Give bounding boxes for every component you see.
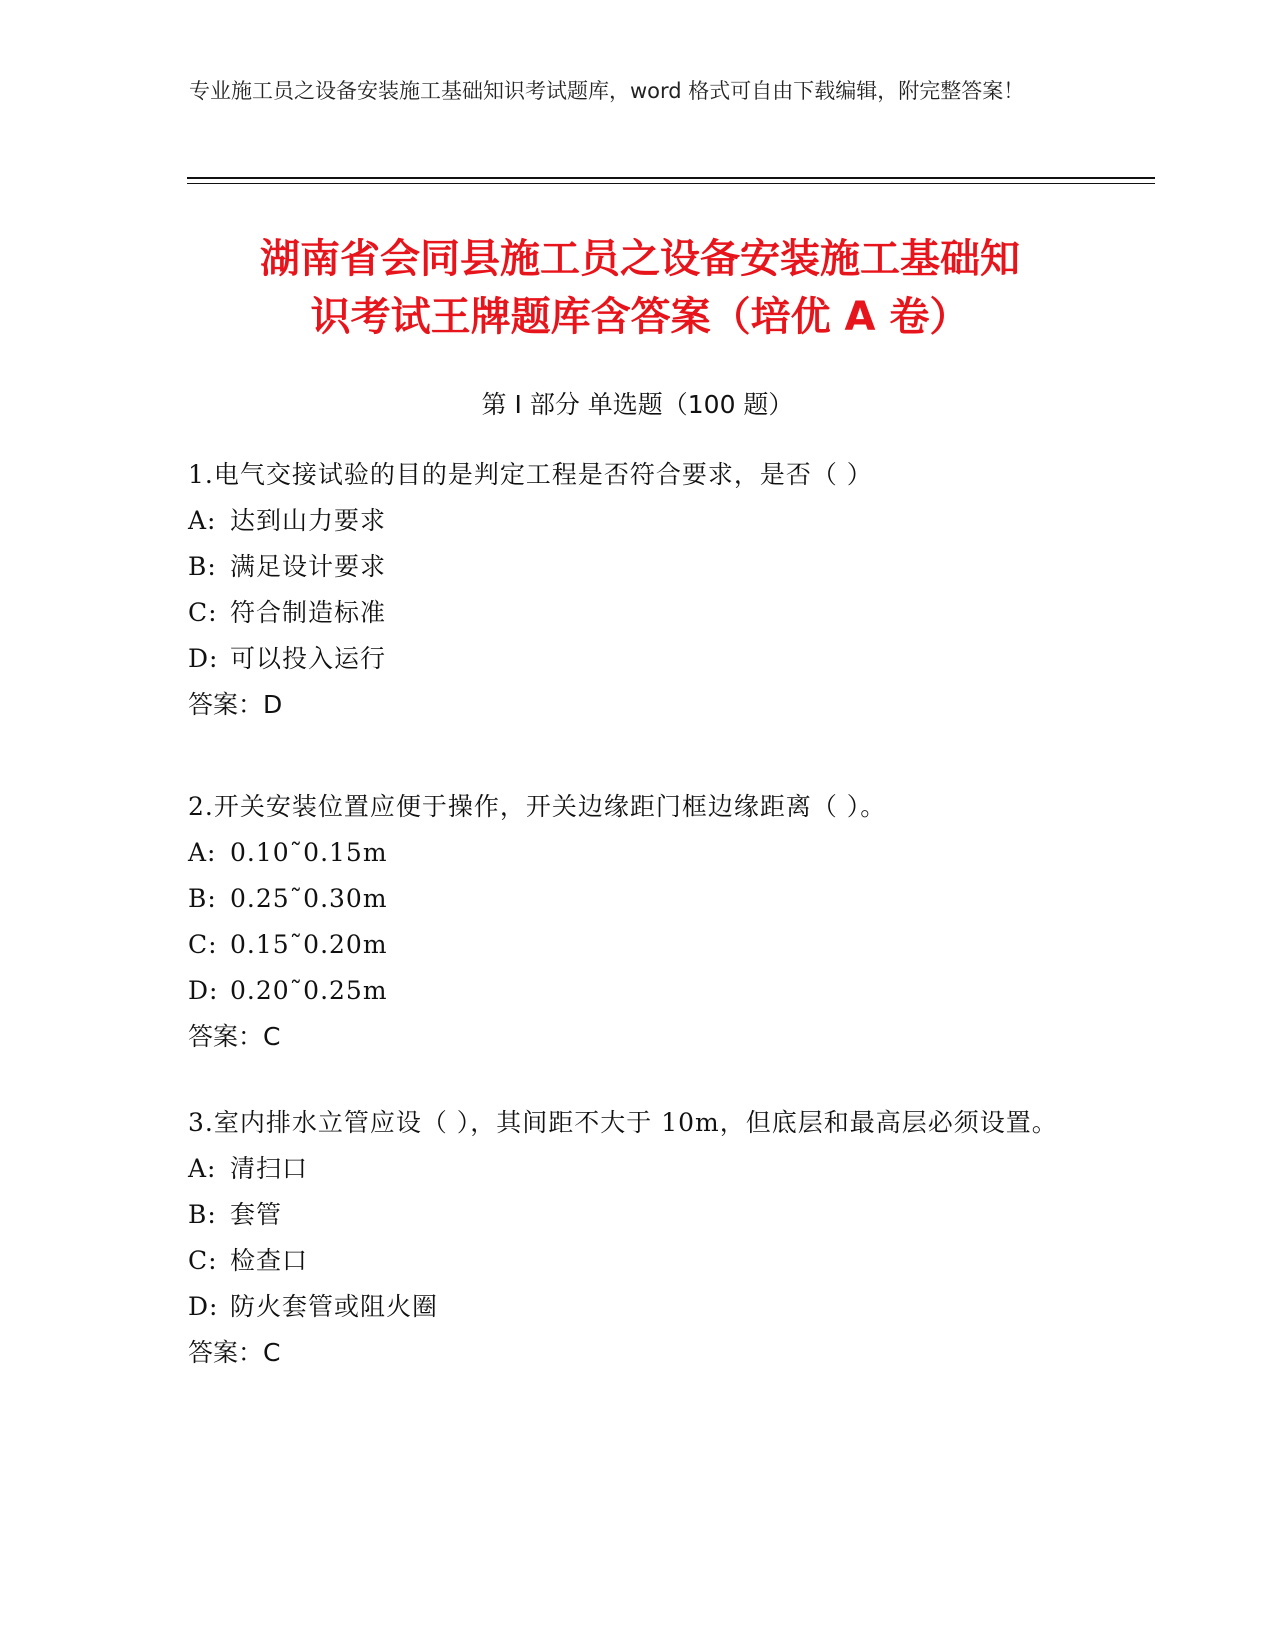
document-title: [180, 230, 1100, 346]
option-a: [188, 498, 1068, 544]
option-text: 清扫口: [230, 1154, 309, 1183]
option-text: 0.15˜0.20m: [230, 930, 388, 959]
question-stem: 2.开关安装位置应便于操作，开关边缘距门框边缘距离（ ）。: [188, 792, 887, 821]
header-note: 专业施工员之设备安装施工基础知识考试题库，word 格式可自由下载编辑，附完整答案！: [189, 79, 1025, 103]
option-c: [188, 590, 1068, 636]
option-key: B:: [188, 552, 217, 581]
option-text: 达到山力要求: [230, 506, 387, 535]
question-3: [188, 1100, 1068, 1376]
answer: 答案：D: [188, 690, 283, 719]
option-key: B:: [188, 884, 217, 913]
option-c: [188, 922, 1068, 968]
option-text: 0.20˜0.25m: [230, 976, 388, 1005]
option-c: [188, 1238, 1068, 1284]
option-d: [188, 968, 1068, 1014]
question-1: [188, 452, 1068, 728]
option-text: 防火套管或阻火圈: [230, 1292, 439, 1321]
option-key: D:: [188, 1292, 219, 1321]
option-text: 满足设计要求: [230, 552, 387, 581]
section-title: 第 I 部分 单选题（100 题）: [481, 390, 794, 419]
question-stem: 3.室内排水立管应设（ ），其间距不大于 10m，但底层和最高层必须设置。: [188, 1108, 1058, 1137]
option-b: [188, 544, 1068, 590]
option-a: [188, 830, 1068, 876]
header-divider-thick: [187, 177, 1155, 179]
option-text: 可以投入运行: [230, 644, 387, 673]
option-text: 0.25˜0.30m: [230, 884, 388, 913]
option-b: [188, 1192, 1068, 1238]
option-text: 检查口: [230, 1246, 309, 1275]
option-a: [188, 1146, 1068, 1192]
option-text: 0.10˜0.15m: [230, 838, 388, 867]
option-key: A:: [188, 838, 217, 867]
question-2: [188, 784, 1068, 1060]
option-key: B:: [188, 1200, 217, 1229]
title-line-1: 湖南省会同县施工员之设备安装施工基础知: [260, 236, 1020, 282]
header-divider-thin: [187, 183, 1155, 184]
option-key: D:: [188, 976, 219, 1005]
answer: 答案：C: [188, 1022, 281, 1051]
option-key: A:: [188, 1154, 217, 1183]
question-stem: 1.电气交接试验的目的是判定工程是否符合要求，是否（ ）: [188, 460, 873, 489]
option-key: C:: [188, 598, 218, 627]
option-b: [188, 876, 1068, 922]
option-key: D:: [188, 644, 219, 673]
option-text: 符合制造标准: [230, 598, 387, 627]
title-line-2: 识考试王牌题库含答案（培优 A 卷）: [310, 294, 970, 340]
option-d: [188, 1284, 1068, 1330]
option-text: 套管: [230, 1200, 283, 1229]
answer: 答案：C: [188, 1338, 281, 1367]
option-key: C:: [188, 1246, 218, 1275]
option-d: [188, 636, 1068, 682]
option-key: C:: [188, 930, 218, 959]
option-key: A:: [188, 506, 217, 535]
